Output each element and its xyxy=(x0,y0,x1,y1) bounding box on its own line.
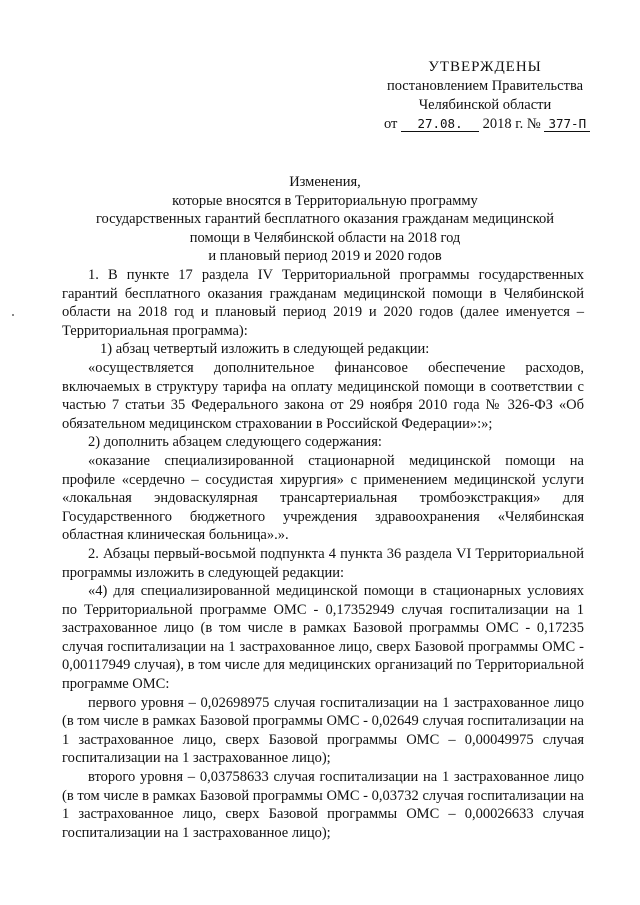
date-year-suffix: 2018 г. № xyxy=(482,116,541,132)
paragraph-3: «осуществляется дополнительное финансовое обеспечение расходов, включаемых в структуру тарифа на оплату медицинской помощи в соответствии с частью 7 статьи 35 Федерального закона от 29 ноября 2010 года № 326-ФЗ «Об обязательном медицинском страховании в Российской Федерации»:»; xyxy=(62,359,584,432)
approval-date: 27.08. xyxy=(401,116,479,132)
paragraph-7: «4) для специализированной медицинской помощи в стационарных условиях по Территориальной программе ОМС - 0,17352949 случая госпитализации на 1 застрахованное лицо (в том числе в рамках Базовой программы ОМС - 0,17235 случая госпитализации на 1 застрахованное лицо, сверх Базовой программы ОМС - 0,00117949 случая), в том числе для медицинских организаций по Территориальной программе ОМС: xyxy=(62,583,584,693)
paragraph-6: 2. Абзацы первый-восьмой подпункта 4 пункта 36 раздела VI Территориальной программы изложить в следующей редакции: xyxy=(62,545,584,581)
paragraph-4: 2) дополнить абзацем следующего содержания: xyxy=(88,434,382,451)
paragraph-2: 1) абзац четвертый изложить в следующей редакции: xyxy=(100,341,430,358)
approval-number: 377-П xyxy=(544,116,590,132)
document-heading xyxy=(60,173,590,266)
approval-date-line xyxy=(360,115,610,134)
paragraph-9: второго уровня – 0,03758633 случая госпитализации на 1 застрахованное лицо (в том числе в рамках Базовой программы ОМС - 0,03732 случая госпитализации на 1 застрахованное лицо, сверх Базовой программы ОМС – 0,00026633 случая госпитализации на 1 застрахованное лицо); xyxy=(62,769,584,841)
date-prefix: от xyxy=(384,116,398,132)
heading-line-5: и плановый период 2019 и 2020 годов xyxy=(208,248,442,264)
document-body xyxy=(62,266,584,842)
heading-line-3: государственных гарантий бесплатного оказания гражданам медицинской xyxy=(95,211,555,227)
heading-line-2: которые вносятся в Территориальную программу xyxy=(172,192,478,209)
approval-line-2: Челябинской области xyxy=(418,97,552,113)
paragraph-8: первого уровня – 0,02698975 случая госпитализации на 1 застрахованное лицо (в том числе в рамках Базовой программы ОМС - 0,02649 случая госпитализации на 1 застрахованное лицо, сверх Базовой программы ОМС – 0,00049975 случая госпитализации на 1 застрахованное лицо); xyxy=(62,694,584,767)
paragraph-5: «оказание специализированной стационарной медицинской помощи на профиле «сердечно – сосудистая хирургия» с применением медицинской услуги «локальная эндоваскулярная трансартериальная тромбоэкстракция» для Государственного бюджетного учреждения здравоохранения «Челябинская областная клиническая больница».». xyxy=(62,452,584,544)
scan-speck xyxy=(12,314,14,316)
heading-line-4: помощи в Челябинской области на 2018 год xyxy=(189,229,461,246)
approval-block xyxy=(360,58,610,134)
approval-line-1: постановлением Правительства xyxy=(386,78,584,94)
heading-line-1: Изменения, xyxy=(289,174,361,190)
paragraph-1: 1. В пункте 17 раздела IV Территориальной программы государственных гарантий бесплатного оказания гражданам медицинской помощи в Челябинской области на 2018 год и плановый период 2019 и 2020 годов (далее именуется – Территориальная программа): xyxy=(62,267,584,339)
approval-title: УТВЕРЖДЕНЫ xyxy=(428,59,542,75)
